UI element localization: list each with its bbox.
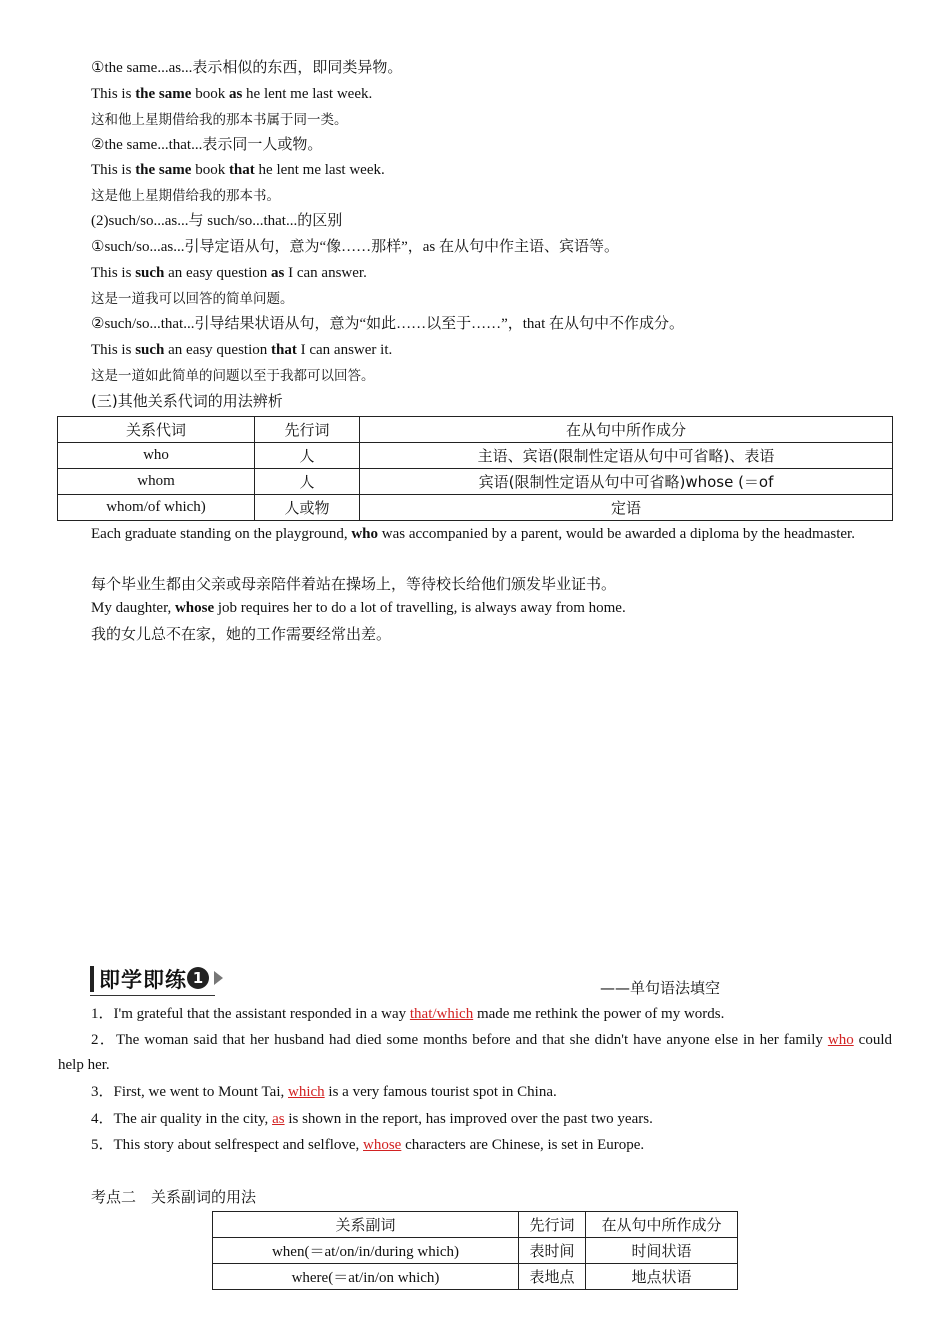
table-cell: 定语: [360, 495, 893, 521]
section-title-2: 考点二 关系副词的用法: [91, 1188, 257, 1206]
example-who: Each graduate standing on the playground, who was accompanied by a parent, would be awarded a diploma by the headmaster.: [91, 526, 855, 542]
table-cell: when(＝at/on/in/during which): [213, 1238, 519, 1264]
example-same-as: This is the same book as he lent me last week.: [91, 86, 373, 102]
banner-number-badge: 1: [187, 967, 209, 989]
example-same-that: This is the same book that he lent me last week.: [91, 162, 385, 178]
table-cell: 宾语(限制性定语从句中可省略)whose (＝of: [360, 469, 893, 495]
note-line-11: ②such/so...that...引导结果状语从句，意为“如此……以至于……”，that 在从句中不作成分。: [91, 316, 685, 332]
table-cell: 表时间: [519, 1238, 586, 1264]
banner-bar-icon: [90, 966, 94, 992]
answer-blank: as: [272, 1111, 285, 1127]
practice-item-2: 2．The woman said that her husband had died some months before and that she didn't have anyone else in her family who could help her.: [58, 1032, 892, 1073]
practice-banner: [90, 962, 230, 996]
table-cell: 人: [255, 469, 360, 495]
table-header-cell: 关系副词: [213, 1212, 519, 1238]
play-arrow-icon: [214, 971, 223, 985]
note-line-13: 这是一道如此简单的问题以至于我都可以回答。: [91, 368, 375, 384]
table-cell: whom: [58, 469, 255, 495]
practice-subtitle: ——单句语法填空: [600, 979, 721, 997]
note-line-3: 这和他上星期借给我的那本书属于同一类。: [91, 112, 348, 128]
table-row: [213, 1238, 738, 1264]
note-line-8: ①such/so...as...引导定语从句，意为“像……那样”，as 在从句中作主语、宾语等。: [91, 239, 620, 255]
answer-blank: which: [288, 1084, 325, 1100]
table-row: [58, 495, 893, 521]
example-whose-translation: 我的女儿总不在家，她的工作需要经常出差。: [91, 625, 392, 643]
practice-item-1: 1．I'm grateful that the assistant responded in a way that/which made me rethink the power of my words.: [91, 1006, 725, 1022]
table-cell: 时间状语: [586, 1238, 738, 1264]
answer-blank: who: [827, 1032, 854, 1048]
table-cell: 主语、宾语(限制性定语从句中可省略)、表语: [360, 443, 893, 469]
note-line-6: 这是他上星期借给我的那本书。: [91, 188, 280, 204]
table-row: [58, 443, 893, 469]
table-header-row: [213, 1212, 738, 1238]
table-header-cell: 在从句中所作成分: [360, 417, 893, 443]
answer-blank: that/which: [409, 1006, 474, 1022]
banner-title: 即学即练: [99, 968, 187, 992]
table-cell: 人: [255, 443, 360, 469]
example-such-that: This is such an easy question that I can answer it.: [91, 342, 393, 358]
table-cell: whom/of which): [58, 495, 255, 521]
table-header-cell: 先行词: [255, 417, 360, 443]
practice-item-3: 3．First, we went to Mount Tai, which is a very famous tourist spot in China.: [91, 1084, 557, 1100]
practice-item-5: 5．This story about selfrespect and selflove, whose characters are Chinese, is set in Europe.: [91, 1137, 645, 1153]
note-line-10: 这是一道我可以回答的简单问题。: [91, 291, 294, 307]
note-line-4: ②the same...that...表示同一人或物。: [91, 137, 323, 153]
relative-adverb-table: [212, 1211, 738, 1290]
example-who-translation: 每个毕业生都由父亲或母亲陪伴着站在操场上，等待校长给他们颁发毕业证书。: [91, 575, 617, 593]
table-cell: 地点状语: [586, 1264, 738, 1290]
table-cell: 人或物: [255, 495, 360, 521]
table-cell: where(＝at/in/on which): [213, 1264, 519, 1290]
table-header-cell: 先行词: [519, 1212, 586, 1238]
table-header-row: [58, 417, 893, 443]
example-whose: My daughter, whose job requires her to do a lot of travelling, is always away from home.: [91, 600, 626, 616]
practice-item-4: 4．The air quality in the city, as is shown in the report, has improved over the past two years.: [91, 1111, 653, 1127]
banner-underline: [90, 995, 215, 996]
table-row: [58, 469, 893, 495]
table-header-cell: 关系代词: [58, 417, 255, 443]
note-line-1: ①the same...as...表示相似的东西，即同类异物。: [91, 60, 403, 76]
table-cell: 表地点: [519, 1264, 586, 1290]
section-heading-3: (三)其他关系代词的用法辨析: [91, 392, 283, 410]
table-header-cell: 在从句中所作成分: [586, 1212, 738, 1238]
table-cell: who: [58, 443, 255, 469]
example-such-as: This is such an easy question as I can answer.: [91, 265, 367, 281]
table-row: [213, 1264, 738, 1290]
answer-blank: whose: [363, 1137, 402, 1153]
note-line-7: (2)such/so...as...与 such/so...that...的区别: [91, 213, 343, 229]
relative-pronoun-table: [57, 416, 893, 521]
